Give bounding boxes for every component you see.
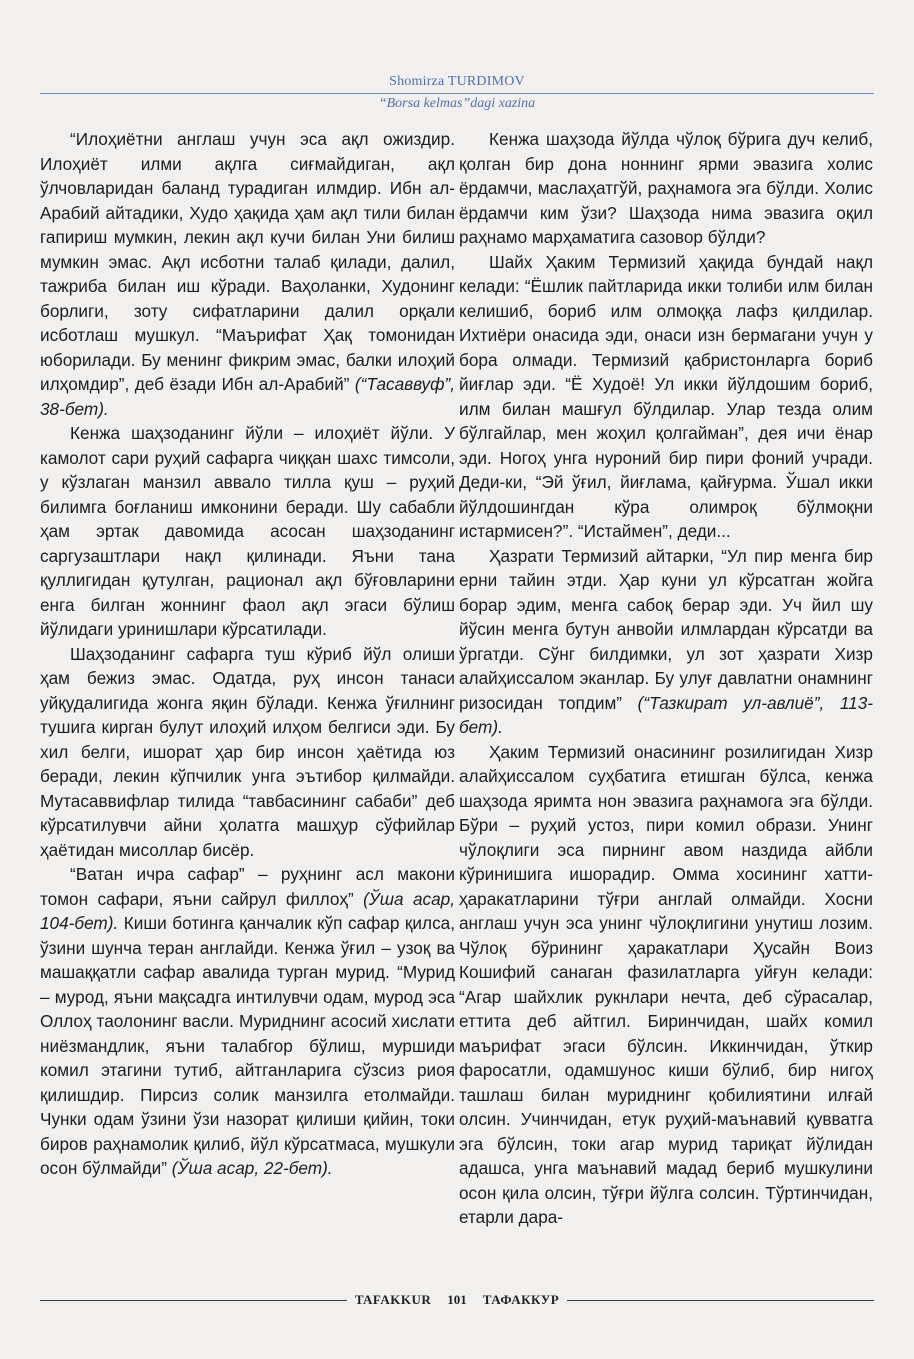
paragraph-text: “Илоҳиётни англаш учун эса ақл ожиздир. Илоҳиёт илми ақлга сиғмайдиган, ақл ўлчовларидан баланд турадиган илмдир. Ибн ал-Арабий айтадики, Худо ҳақида ҳам ақл тили билан гапириш мумкин, лекин ақл кучи билан Уни билиш мумкин эмас. Ақл исботни талаб қилади, далил, тажриба билан иш кўради. Ваҳоланки, Худонинг борлиги, зоту сифатларини далил орқали исботлаш мушкул. “Маърифат Ҳақ томонидан юборилади. Бу менинг фикрим эмас, балки илоҳий илҳомдир”, деб ёзади Ибн ал-Арабий” [40,129,455,394]
left-column [40,127,455,1181]
paragraph: Кенжа шаҳзода йўлда чўлоқ бўрига дуч келиб, қолган бир дона ноннинг ярми эвазига холис ёрдамчи, маслаҳатгўй, раҳнамога эга бўлди. Холис ёрдамчи ким ўзи? Шаҳзода нима эвазига оқил раҳнамо марҳаматига сазовор бўлди? [459,129,873,247]
footer-magazine-latin: TAFAKKUR [354,1292,432,1307]
header-rule [40,93,874,94]
citation: (“Тазкират ул-авлиё”, 113-бет). [459,692,873,737]
footer-rule-right [567,1300,874,1301]
header-subtitle: “Borsa kelmas”dagi xazina [378,96,536,111]
page-footer [40,1290,874,1310]
paragraph: Шайх Ҳаким Термизий ҳақида бундай нақл келади: “Ёшлик пайтларида икки толиби илм билан келишиб, бориб илм олмоққа лафз қилдилар. Ихтиёри онасида эди, онаси изн бермагани учун у бора олмади. Термизий қабристонларга бориб йиғлар эди. “Ё Худоё! Ул икки йўлдошим бориб, илм билан машғул бўлдилар. Улар тезда олим бўлгайлар, мен жоҳил қолгайман”, дея ичи ёнар эди. Ногоҳ унга нуроний бир пири фоний учради. Деди-ки, “Эй ўғил, йиғлама, қайғурма. Ўшал икки йўлдошингдан кўра олимроқ бўлмоқни истармисен?”. “Истаймен”, деди... [459,251,873,541]
running-header [40,74,874,112]
footer-magazine-cyrillic: ТАФАККУР [482,1292,560,1307]
citation: (Ўша асар, 104-бет). [40,888,455,933]
paragraph [459,544,873,740]
paragraph-text: Ҳазрати Термизий айтарки, “Ул пир менга бир ерни тайин этди. Ҳар куни ул кўрсатган жойга борар эдим, менга сабоқ берар эди. Уч йил шу йўсин менга бутун анвойи илмлардан кўрсатди ва ўргатди. Сўнг билдимки, ул зот ҳазрати Хизр алайҳиссалом эканлар. Бу улуғ давлатни онамнинг ризосидан топдим” [459,545,873,713]
paragraph: Шаҳзоданинг сафарга туш кўриб йўл олиши ҳам бежиз эмас. Одатда, руҳ инсон танаси уйқудалигида жонга яқин бўлади. Кенжа ўғилнинг тушига кирган булут илоҳий илҳом белгиси эди. Бу хил белги, ишорат ҳар бир инсон ҳаётида юз беради, лекин кўпчилик унга эътибор қилмайди. Мутасаввифлар тилида “тавбасининг сабаби” деб кўрсатилувчи айни ҳолатга машҳур сўфийлар ҳаётидан мисоллар бисёр. [40,643,455,860]
right-column [459,127,873,1230]
header-author: Shomirza TURDIMOV [389,74,525,89]
paragraph [40,127,455,421]
paragraph: Ҳаким Термизий онасининг розилигидан Хизр алайҳиссалом суҳбатига етишган бўлса, кенжа шаҳзода яримта нон эвазига раҳнамога эга бўлди. Бўри – руҳий устоз, пири комил образи. Унинг чўлоқлиги эса пирнинг авом наздида айбли кўринишига ишорадир. Омма хосининг хатти-ҳаракатларини тўғри англай олмайди. Хосни англаш учун эса унинг чўлоқлигини унутиш лозим. Чўлоқ бўрининг ҳаракатлари Ҳусайн Воиз Кошифий санаган фазилатларга уйғун келади: “Агар шайхлик рукнлари нечта, деб сўрасалар, еттита деб айтгил. Биринчидан, шайх комил маърифат эгаси бўлсин. Иккинчидан, ўткир фаросатли, одамшунос киши бўлиб, бир нигоҳ ташлаш билан муриднинг қобилиятини илғай олсин. Учинчидан, етук руҳий-маънавий қувватга эга бўлсин, токи агар мурид тариқат йўлидан адашса, унга маънавий мадад бериб мушкулини осон қила олсин, тўғри йўлга солсин. Тўртинчидан, етарли дара- [459,741,873,1227]
paragraph-text: “Ватан ичра сафар” – руҳнинг асл макони томон сафари, яъни сайрул филлоҳ” [40,864,455,909]
citation: (Ўша асар, 22-бет). [171,1158,333,1178]
paragraph-text: Киши ботинга қанчалик кўп сафар қилса, ўзини шунча теран англайди. Кенжа ўғил – узоқ ва машаққатли сафар авалида турган мурид. “Мурид – мурод, яъни мақсадга интилувчи одам, мурод эса Оллоҳ таолонинг васли. Муриднинг асосий хислати ниёзмандлик, яъни талабгор бўлиш, муршиди комил этагини тутиб, айтганларига сўзсиз риоя қилишдир. Пирсиз солик манзилга етолмайди. Чунки одам ўзини ўзи назорат қилиши қийин, токи биров раҳнамолик қилиб, йўл кўрсатмаса, мушкули осон бўлмайди” [40,913,455,1178]
footer-rule-left [40,1300,347,1301]
paragraph: Кенжа шаҳзоданинг йўли – илоҳиёт йўли. У камолот сари руҳий сафарга чиққан шахс тимсоли, у кўзлаган манзил аввало тилла қуш – руҳий билимга боғланиш имконини беради. Шу сабабли ҳам эртак давомида асосан шаҳзоданинг саргузаштлари нақл қилинади. Яъни тана қуллигидан қутулган, рационал ақл бўғовларини енга билган жоннинг фаол ақл эгаси бўлиш йўлидаги уринишлари кўрсатилади. [40,423,455,639]
citation: (“Тасаввуф”, 38-бет). [40,374,455,419]
paragraph [40,862,455,1181]
page-number: 101 [447,1292,467,1307]
